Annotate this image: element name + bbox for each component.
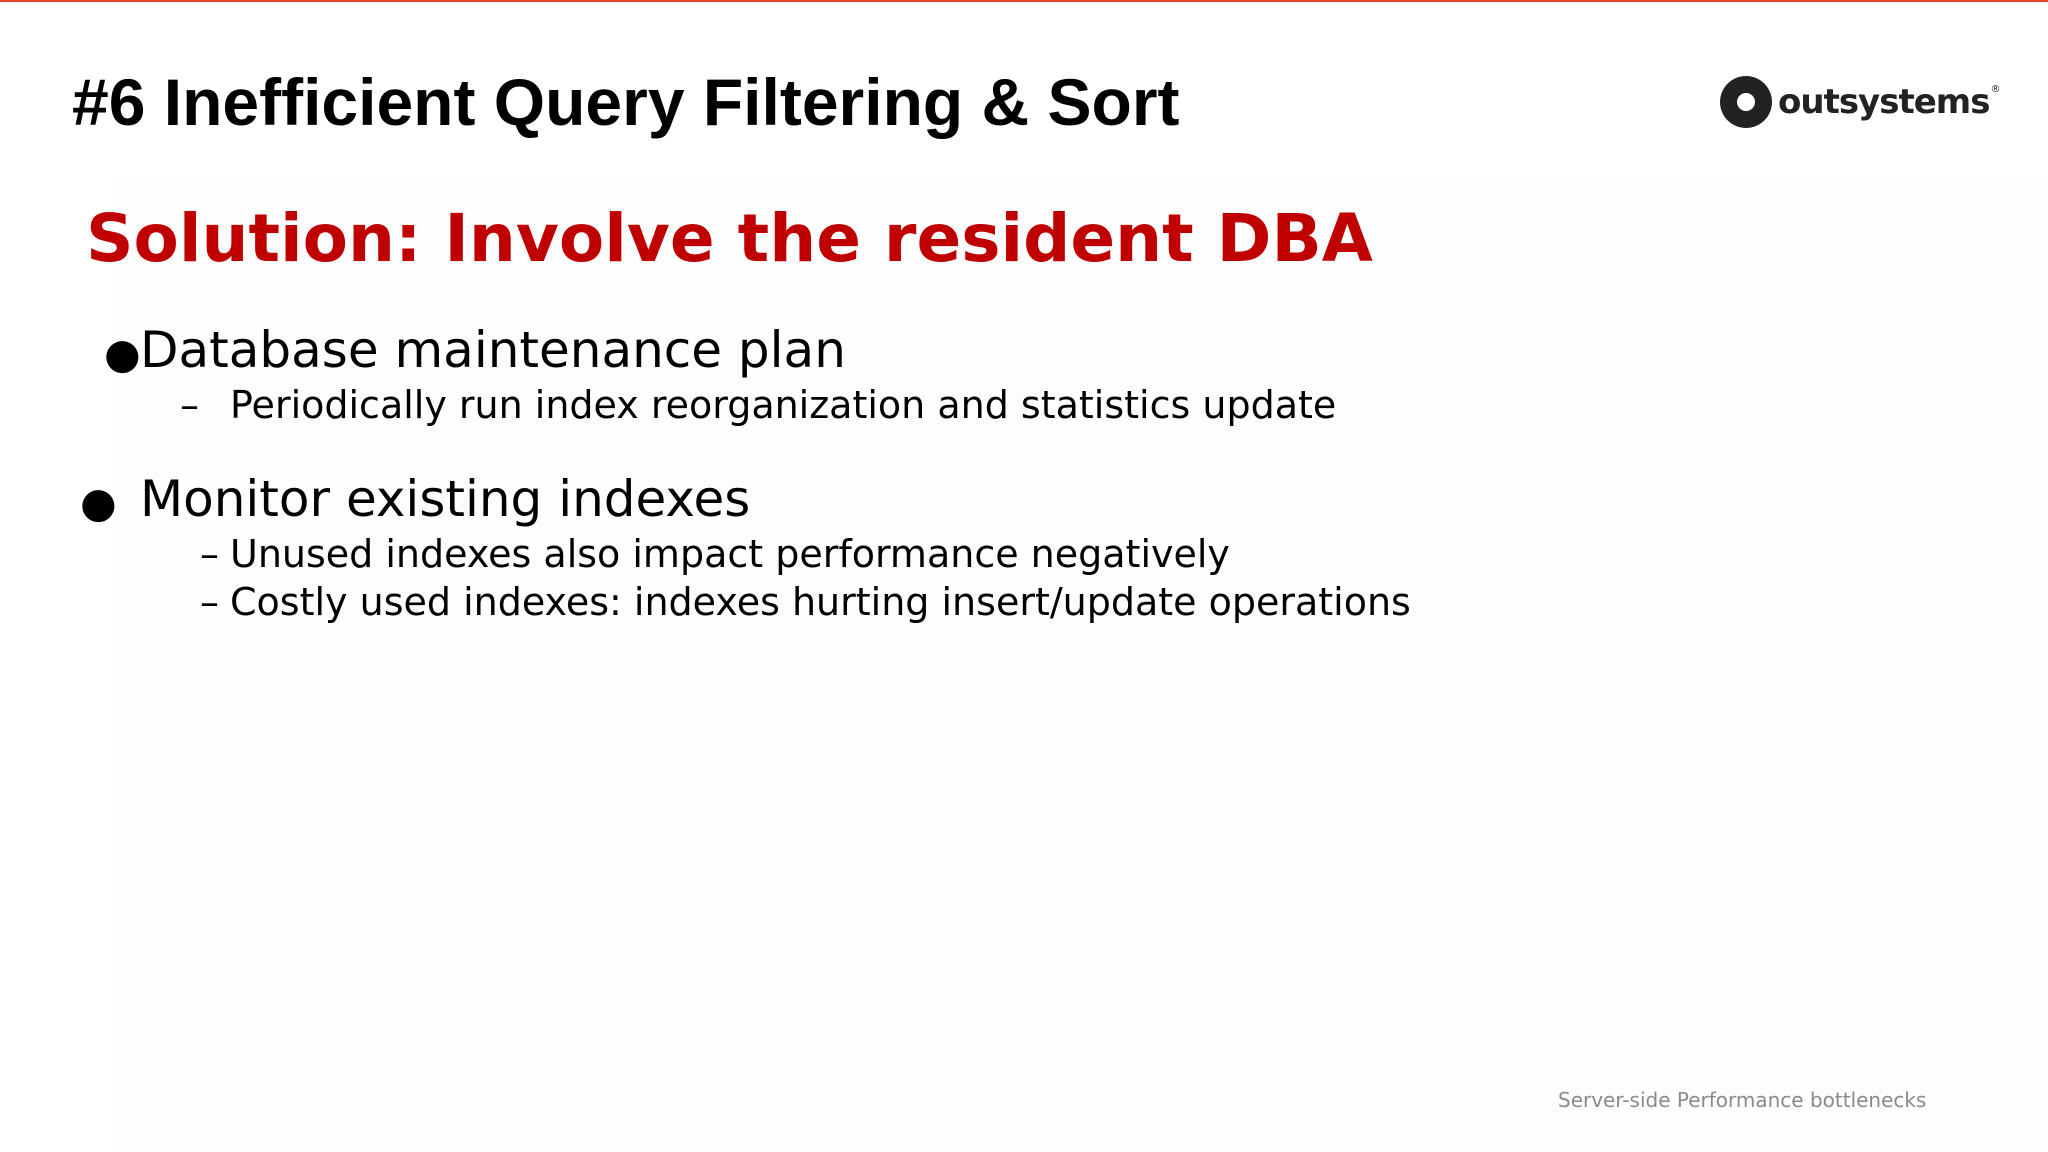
sub-bullet-item: Unused indexes also impact performance negatively (230, 532, 1230, 576)
bullet-icon: ● (80, 478, 117, 527)
dash-icon: – (180, 383, 199, 427)
registered-mark: ® (1990, 84, 2001, 95)
top-accent-rule (0, 0, 2048, 2)
sub-bullet-item: Periodically run index reorganization and statistics update (230, 383, 1337, 427)
outsystems-logo-icon (1720, 76, 1772, 128)
logo-text: outsystems (1778, 82, 1990, 122)
bullet-item: Database maintenance plan (140, 321, 846, 379)
slide-subtitle: Solution: Involve the resident DBA (86, 200, 1373, 277)
bullet-item: Monitor existing indexes (140, 470, 751, 528)
sub-bullet-item: Costly used indexes: indexes hurting insert/update operations (230, 580, 1411, 624)
dash-icon: – (200, 580, 219, 624)
slide-footer: Server-side Performance bottlenecks (1558, 1088, 1927, 1112)
slide-title: #6 Inefficient Query Filtering & Sort (72, 65, 1180, 139)
bullet-icon: ● (104, 329, 141, 378)
outsystems-logo (1720, 76, 2000, 128)
dash-icon: – (200, 532, 219, 576)
